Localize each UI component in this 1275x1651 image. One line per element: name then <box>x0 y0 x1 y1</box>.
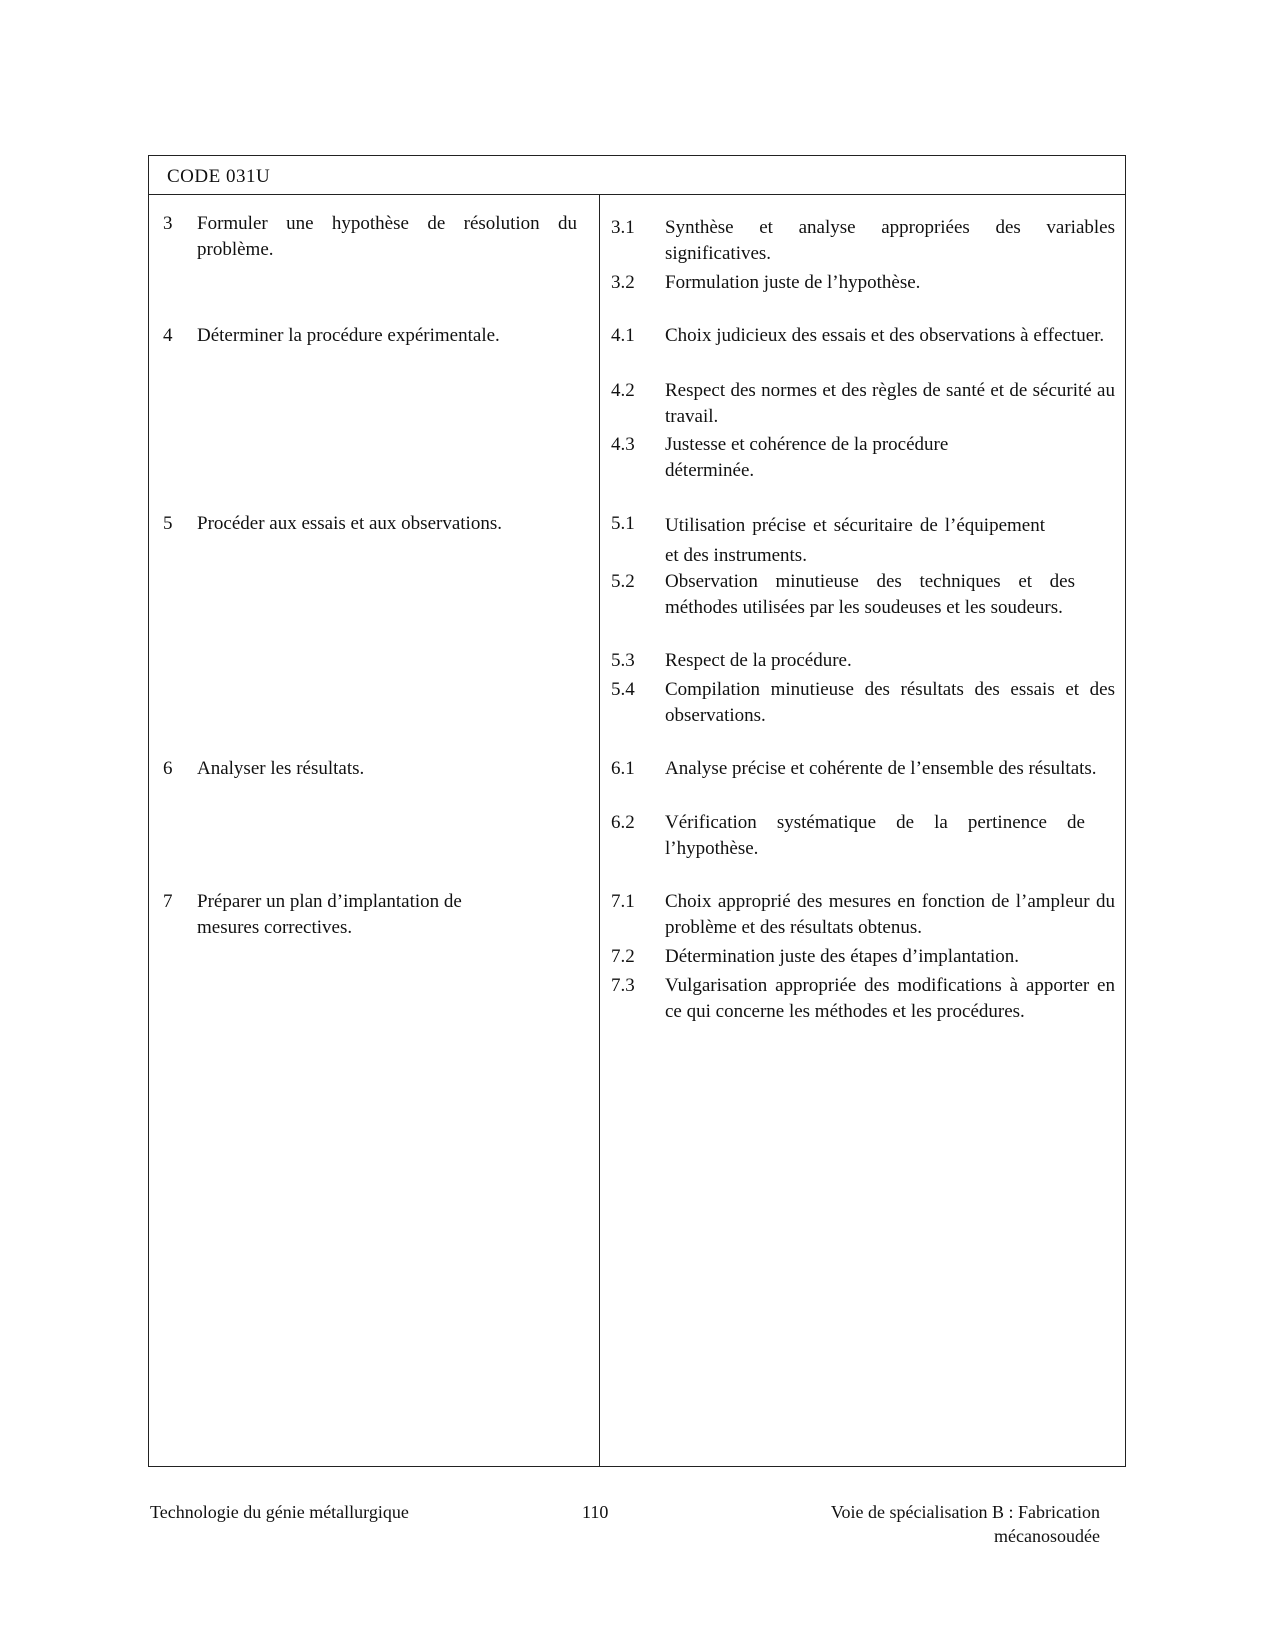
criterion-number: 3.2 <box>611 272 635 293</box>
criterion-number: 4.1 <box>611 325 635 346</box>
criterion-text: Utilisation précise et sécuritaire de l’équipement et des instruments. <box>665 515 1045 566</box>
footer-page-number: 110 <box>582 1502 609 1522</box>
criterion-number: 6.1 <box>611 758 635 779</box>
element-number: 4 <box>163 325 173 346</box>
element-text: Analyser les résultats. <box>197 758 365 779</box>
criterion-number: 6.2 <box>611 812 635 833</box>
criterion-number: 3.1 <box>611 217 635 238</box>
footer-program-title: Technologie du génie métallurgique <box>150 1502 409 1522</box>
column-divider <box>599 195 600 1466</box>
element-number: 3 <box>163 213 173 234</box>
element-number: 6 <box>163 758 173 779</box>
criterion-text: Justesse et cohérence de la procédure déterminée. <box>665 434 949 481</box>
element-text: Déterminer la procédure expérimentale. <box>197 325 500 346</box>
criterion-number: 5.1 <box>611 513 635 534</box>
code-header-row <box>149 156 1125 195</box>
criterion-number: 5.4 <box>611 679 635 700</box>
competency-table <box>148 155 1126 1467</box>
criterion-text: Synthèse et analyse appropriées des variables significatives. <box>665 217 1115 264</box>
criterion-text: Vérification systématique de la pertinence de l’hypothèse. <box>665 812 1085 859</box>
criterion-text: Observation minutieuse des techniques et des méthodes utilisées par les soudeuses et les soudeurs. <box>665 571 1075 618</box>
element-number: 7 <box>163 891 173 912</box>
element-text: Préparer un plan d’implantation de mesures correctives. <box>197 891 462 938</box>
criterion-text: Analyse précise et cohérente de l’ensemble des résultats. <box>665 758 1097 779</box>
element-number: 5 <box>163 513 173 534</box>
criterion-number: 5.3 <box>611 650 635 671</box>
criterion-text: Détermination juste des étapes d’implantation. <box>665 946 1020 967</box>
footer-specialization: Voie de spécialisation B : Fabrication mécanosoudée <box>830 1502 1100 1546</box>
criterion-text: Respect des normes et des règles de santé et de sécurité au travail. <box>665 380 1115 427</box>
element-text: Procéder aux essais et aux observations. <box>197 513 502 534</box>
criterion-text: Formulation juste de l’hypothèse. <box>665 272 921 293</box>
criterion-number: 7.1 <box>611 891 635 912</box>
criterion-text: Compilation minutieuse des résultats des essais et des observations. <box>665 679 1115 726</box>
criterion-number: 7.3 <box>611 975 635 996</box>
element-text: Formuler une hypothèse de résolution du problème. <box>197 213 577 260</box>
criterion-number: 4.2 <box>611 380 635 401</box>
criterion-number: 5.2 <box>611 571 635 592</box>
criterion-number: 4.3 <box>611 434 635 455</box>
criterion-text: Vulgarisation appropriée des modifications à apporter en ce qui concerne les méthodes et les procédures. <box>665 975 1115 1022</box>
criterion-text: Choix judicieux des essais et des observations à effectuer. <box>665 325 1105 346</box>
code-label: CODE 031U <box>167 166 271 187</box>
criterion-number: 7.2 <box>611 946 635 967</box>
criterion-text: Choix approprié des mesures en fonction de l’ampleur du problème et des résultats obtenus. <box>665 891 1115 938</box>
criterion-text: Respect de la procédure. <box>665 650 852 671</box>
